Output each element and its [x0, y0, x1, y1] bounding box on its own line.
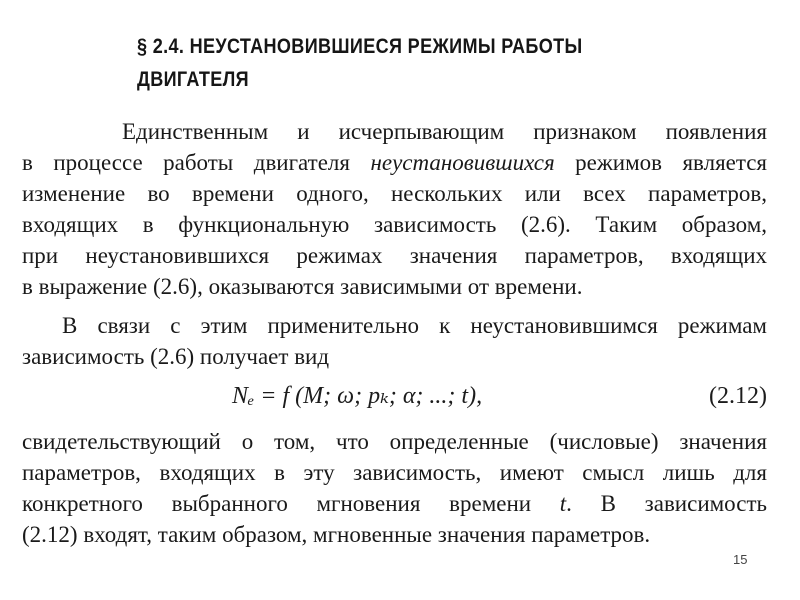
paragraph-3 — [22, 426, 767, 550]
section-heading-line-2: ДВИГАТЕЛЯ — [137, 68, 249, 91]
section-heading-line-1: § 2.4. НЕУСТАНОВИВШИЕСЯ РЕЖИМЫ РАБОТЫ — [137, 35, 583, 58]
paragraph-1-line-2-end: режимов является — [554, 150, 767, 175]
paragraph-1-line-2-start: в процессе работы двигателя — [22, 150, 371, 175]
paragraph-3-line-3-end: . В зависимость — [566, 491, 768, 516]
section-heading — [137, 30, 653, 96]
paragraph-1-line-3: изменение во времени одного, нескольких или всех параметров, — [22, 181, 767, 206]
paragraph-3-line-3 — [22, 488, 767, 519]
paragraph-1-line-2 — [22, 147, 767, 178]
paragraph-2-line-1: В связи с этим применительно к неустановившимся режимам — [62, 313, 767, 338]
paragraph-3-line-2: параметров, входящих в эту зависимость, имеют смысл лишь для — [22, 460, 767, 485]
formula-expression: Nₑ = f (M; ω; pₖ; α; ...; t), — [232, 383, 483, 409]
paragraph-1-line-5: при неустановившихся режимах значения параметров, входящих — [22, 243, 767, 268]
paragraph-1 — [22, 116, 767, 302]
time-variable: t — [559, 491, 567, 516]
paragraph-2-line-2: зависимость (2.6) получает вид — [22, 344, 330, 369]
paragraph-3-line-4: (2.12) входят, таким образом, мгновенные значения параметров. — [22, 522, 651, 547]
formula-number: (2.12) — [709, 383, 767, 409]
paragraph-3-line-1: свидетельствующий о том, что определенные (числовые) значения — [22, 429, 767, 454]
formula — [22, 378, 767, 414]
paragraph-1-line-1: Единственным и исчерпывающим признаком появления — [122, 119, 767, 144]
emphasized-term: неустановившихся — [370, 150, 555, 175]
page-number: 15 — [733, 552, 748, 567]
paragraph-3-line-3-start: конкретного выбранного мгновения времени — [22, 491, 560, 516]
paragraph-2 — [22, 310, 767, 372]
paragraph-1-line-6: в выражение (2.6), оказываются зависимыми от времени. — [22, 274, 583, 299]
paragraph-1-line-4: входящих в функциональную зависимость (2.6). Таким образом, — [22, 212, 767, 237]
